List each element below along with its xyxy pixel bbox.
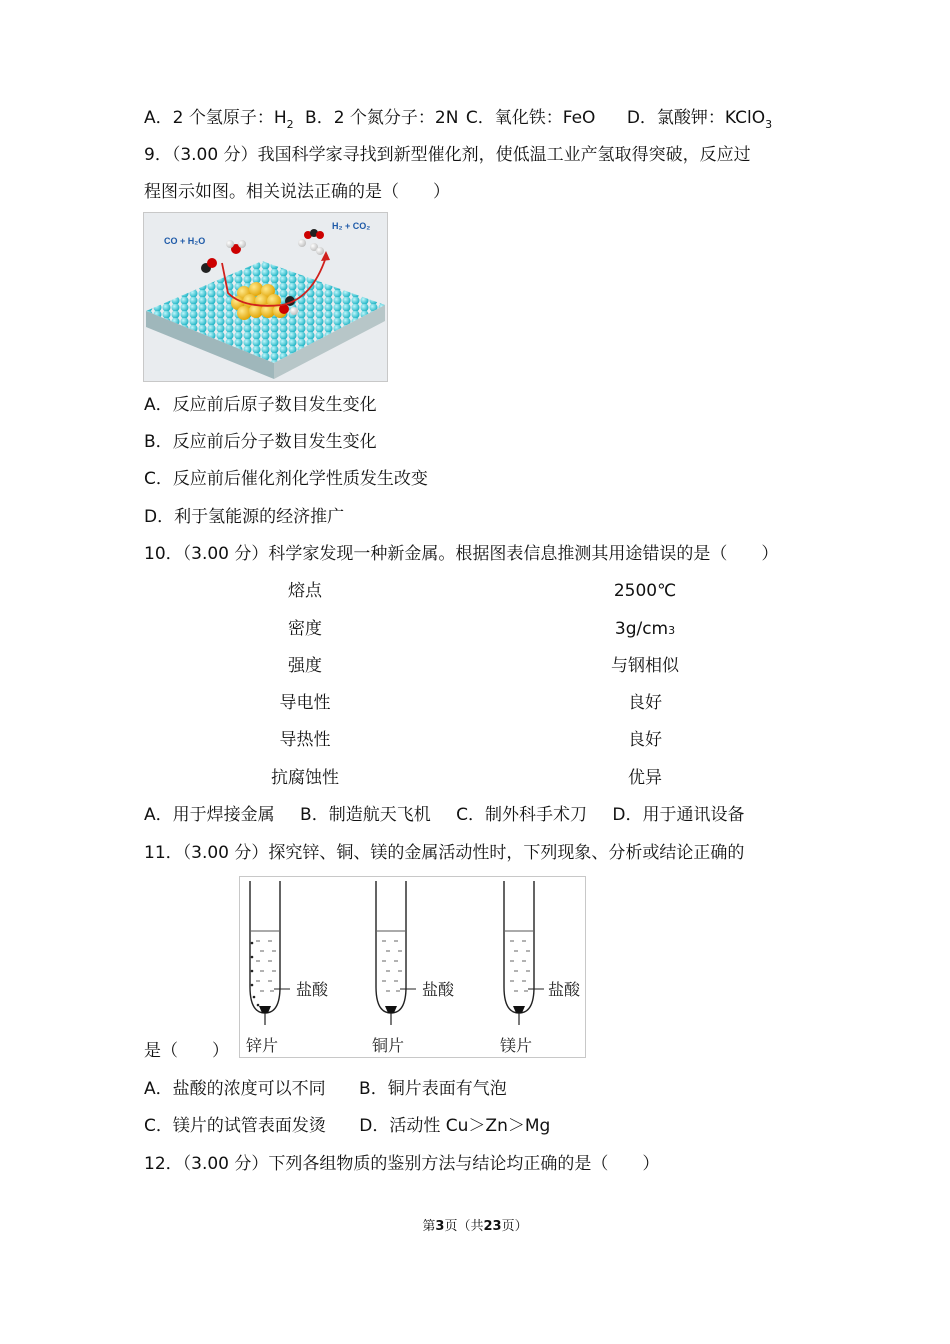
q11-option-b: B．铜片表面有气泡 <box>359 1079 507 1099</box>
property-cell: 导电性 <box>279 693 331 713</box>
q10-option-b: B．制造航天飞机 <box>300 805 431 825</box>
q11-options-line1 <box>144 1077 507 1101</box>
table-row <box>0 617 950 641</box>
q11-option-c: C．镁片的试管表面发烫 <box>144 1116 326 1136</box>
q9-stem-line1: 9．（3.00 分）我国科学家寻找到新型催化剂，使低温工业产氢取得突破，反应过 <box>144 145 751 165</box>
q8-option-c: C．氧化铁：FeO <box>465 108 596 128</box>
test-tube-zinc <box>246 881 329 1055</box>
test-tube-copper <box>372 881 455 1055</box>
q9-option-b: B．反应前后分子数目发生变化 <box>144 432 377 452</box>
q11-stem-line2: 是（ ） <box>144 1041 229 1061</box>
q11-options-line2 <box>144 1114 550 1138</box>
metal-label: 镁片 <box>500 1036 533 1055</box>
q8-option-b: B．2 个氮分子：2N <box>305 108 459 128</box>
acid-label: 盐酸 <box>548 980 581 999</box>
q9-option-c: C．反应前后催化剂化学性质发生改变 <box>144 469 428 489</box>
q10-stem: 10．（3.00 分）科学家发现一种新金属。根据图表信息推测其用途错误的是（ ） <box>144 544 779 564</box>
catalyst-illustration <box>144 213 387 381</box>
table-row <box>0 654 950 678</box>
value-cell: 良好 <box>628 730 662 750</box>
q10-option-c: C．制外科手术刀 <box>456 805 587 825</box>
value-cell: 3g/cm3 <box>614 619 676 639</box>
metal-label: 锌片 <box>246 1036 279 1055</box>
value-cell: 良好 <box>628 693 662 713</box>
test-tubes-figure <box>239 876 586 1058</box>
q10-option-a: A．用于焊接金属 <box>144 805 275 825</box>
figure-label-products: H₂ + CO₂ <box>332 221 371 231</box>
page-footer: 第3页（共23页） <box>422 1219 528 1234</box>
q10-options-line <box>144 803 745 827</box>
acid-label: 盐酸 <box>422 980 455 999</box>
value-cell: 与钢相似 <box>611 656 679 676</box>
property-cell: 抗腐蚀性 <box>271 768 339 788</box>
table-row <box>0 728 950 752</box>
q8-option-d: D．氯酸钾：KClO$_3$ <box>626 108 773 131</box>
acid-label: 盐酸 <box>296 980 329 999</box>
q12-stem: 12．（3.00 分）下列各组物质的鉴别方法与结论均正确的是（ ） <box>144 1154 660 1174</box>
q11-option-a: A．盐酸的浓度可以不同 <box>144 1079 326 1099</box>
property-cell: 熔点 <box>288 581 322 601</box>
property-cell: 强度 <box>288 656 322 676</box>
test-tubes-illustration <box>240 877 585 1057</box>
test-tube-magnesium <box>500 881 581 1055</box>
q9-stem-line2: 程图示如图。相关说法正确的是（ ） <box>144 182 450 202</box>
value-cell: 优异 <box>628 768 662 788</box>
q9-option-a: A．反应前后原子数目发生变化 <box>144 395 377 415</box>
q11-stem-line1: 11．（3.00 分）探究锌、铜、镁的金属活动性时，下列现象、分析或结论正确的 <box>144 843 745 863</box>
catalyst-figure <box>143 212 388 382</box>
q11-option-d: D．活动性 Cu＞Zn＞Mg <box>359 1116 551 1136</box>
table-row <box>0 766 950 790</box>
q8-options-line <box>144 106 772 137</box>
property-cell: 导热性 <box>279 730 331 750</box>
q8-option-a: A．2 个氢原子：$H_2$ <box>144 108 294 131</box>
table-row <box>0 691 950 715</box>
table-row <box>0 579 950 603</box>
property-cell: 密度 <box>288 619 322 639</box>
figure-label-reactants: CO + H₂O <box>164 236 206 246</box>
q9-option-d: D．利于氢能源的经济推广 <box>144 507 345 527</box>
q10-option-d: D．用于通讯设备 <box>612 805 745 825</box>
metal-label: 铜片 <box>372 1036 405 1055</box>
value-cell: 2500℃ <box>613 581 677 601</box>
